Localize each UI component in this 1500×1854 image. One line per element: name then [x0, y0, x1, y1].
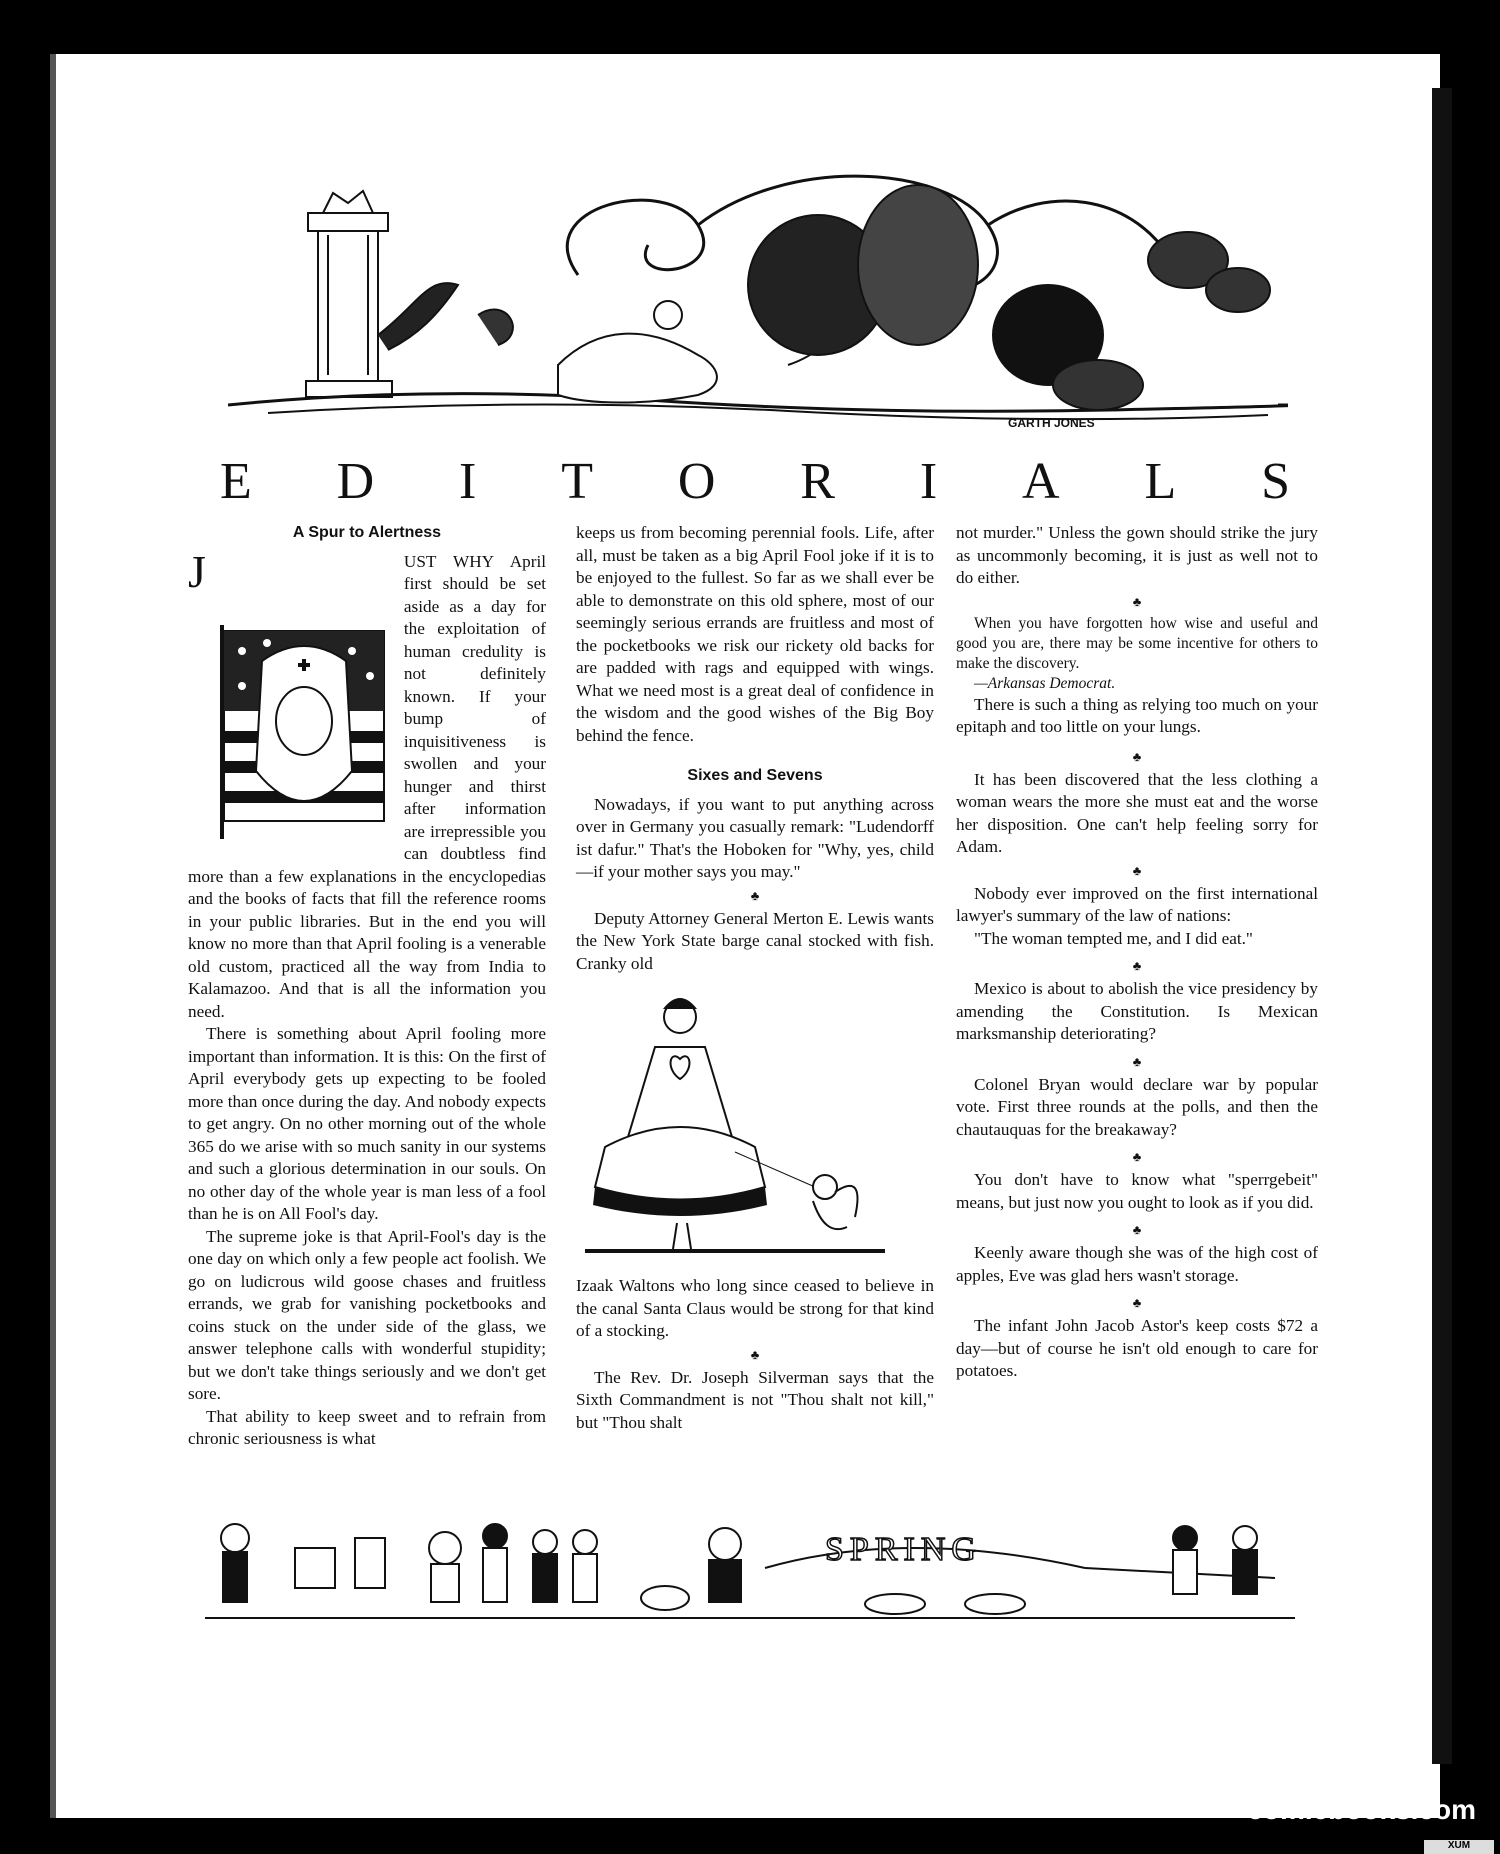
paragraph: Izaak Waltons who long since ceased to believe in the canal Santa Claus would be strong for that kind of a stocking. [576, 1276, 934, 1340]
page-edge-shadow [50, 54, 56, 1818]
binding-gutter [1432, 88, 1452, 1764]
paragraph: not murder." Unless the gown should strike the jury as uncommonly becoming, it is just as well not to do either. [956, 523, 1318, 587]
editorial-column-3 [956, 522, 1318, 1383]
title-letter: R [800, 453, 835, 510]
paragraph: Keenly aware though she was of the high cost of apples, Eve was glad hers wasn't storage. [956, 1243, 1318, 1285]
title-letter: T [561, 453, 593, 510]
corner-tag: XUM [1424, 1840, 1494, 1854]
section-heading: Sixes and Sevens [687, 767, 823, 784]
paragraph: Deputy Attorney General Merton E. Lewis wants the New York State barge canal stocked with fish. Cranky old [576, 908, 934, 973]
paragraph: The supreme joke is that April-Fool's day is the one day on which only a few people act foolish. We go on ludicrous wild goose chases and fruitless errands, we grab for vanishing pocketbooks and coins stuck on the under side of the glass, we answer telephone calls with wonderful stupidity; but we don't take things seriously and we don't get sore. [188, 1226, 546, 1403]
artist-signature: GARTH JONES [1008, 416, 1095, 430]
paragraph: Mexico is about to abolish the vice presidency by amending the Constitution. Is Mexican marksmanship deteriorating? [956, 979, 1318, 1043]
section-heading: A Spur to Alertness [292, 524, 442, 541]
club-ornament-icon: ♣ [1132, 1149, 1142, 1164]
club-ornament-icon: ♣ [1132, 1295, 1142, 1310]
paragraph: keeps us from becoming perennial fools. Life, after all, must be taken as a big April Fool joke if it is to be enjoyed to the fullest. So far as we shall ever be able to demonstrate on this old sphere, most of our seemingly serious errands are fruitless and most of the pocketbooks we risk our rickety old backs for are padded with rags and equipped with wings. What we need most is a great deal of confidence in the wisdom and the good wishes of the Big Boy behind the fence. [576, 523, 934, 745]
club-ornament-icon: ♣ [1132, 748, 1142, 764]
paragraph: Colonel Bryan would declare war by popular vote. First three rounds at the polls, and then the chautauquas for the breakaway? [956, 1074, 1318, 1139]
quoted-paragraph: When you have forgotten how wise and useful and good you are, there may be some incentive for others to make the discovery. [956, 614, 1318, 672]
editorial-column-2 [576, 522, 934, 1434]
paragraph: You don't have to know what "sperrgebeit" means, but just now you ought to look as if you did. [956, 1170, 1318, 1212]
paragraph: Nobody ever improved on the first international lawyer's summary of the law of nations: [956, 883, 1318, 925]
paragraph: That ability to keep sweet and to refrain from chronic seriousness is what [188, 1406, 546, 1448]
paragraph: There is such a thing as relying too much on your epitaph and too little on your lungs. [956, 694, 1318, 736]
nurse-flag-illustration [212, 621, 392, 843]
club-ornament-icon: ♣ [1132, 862, 1142, 878]
title-letter: I [919, 453, 938, 510]
title-letter: I [459, 453, 477, 510]
club-ornament-icon: ♣ [1132, 1053, 1142, 1069]
page-title [220, 452, 1290, 511]
editorial-column-1 [188, 522, 546, 1451]
club-ornament-icon: ♣ [1132, 958, 1142, 973]
club-ornament-icon: ♣ [750, 1346, 760, 1362]
lady-with-cupid-illustration [585, 987, 925, 1267]
title-letter: O [677, 453, 716, 510]
paragraph: "The woman tempted me, and I did eat." [974, 928, 1253, 948]
paragraph: J UST WHY April first should be set aside as a day for the exploitation of human credulity is not definitely known. If your bump of inquisitiveness is swollen and your hunger and thirst after information are irrepressible you can doubtless find more than a few explanations in the encyclopedias and the books of facts that fill the reference rooms in your public libraries. But in the end you will know no more than that April fooling is a venerable old custom, practiced all the way from India to Kalamazoo. And that is all the information you need. [188, 545, 546, 1021]
paragraph: It has been discovered that the less clothing a woman wears the more she must eat and the worse her disposition. One can't help feeling sorry for Adam. [956, 769, 1318, 856]
title-letter: D [336, 453, 375, 510]
banner-text: SPRING [825, 1531, 982, 1568]
title-letter: S [1261, 453, 1290, 510]
footer-cartoon-banner [205, 1508, 1295, 1638]
club-ornament-icon: ♣ [1132, 593, 1142, 609]
club-ornament-icon: ♣ [750, 887, 760, 903]
header-illustration [228, 165, 1288, 455]
paragraph: Nowadays, if you want to put anything across over in Germany you casually remark: "Ludendorff ist dafur." That's the Hoboken for "Why, yes, child—if your mother says you may." [576, 794, 934, 881]
club-ornament-icon: ♣ [1132, 1222, 1142, 1237]
paragraph: There is something about April fooling more important than information. It is this: On the first of April everybody gets up expecting to be fooled more than once during the day. And nobody expects to get angry. On no other morning out of the whole 365 do we arise with so much sanity in our systems and such a glorious determination in our souls. On no other day of the whole year is man less of a fool than he is on All Fool's day. [188, 1024, 546, 1223]
watermark-credit: comicbooks.com [1247, 1794, 1476, 1825]
drop-cap: J [188, 545, 206, 597]
paragraph: The infant John Jacob Astor's keep costs $72 a day—but of course he isn't old enough to care for potatoes. [956, 1316, 1318, 1380]
title-letter: E [220, 453, 252, 510]
paragraph: The Rev. Dr. Joseph Silverman says that the Sixth Commandment is not "Thou shalt not kill," but "Thou shalt [576, 1367, 934, 1432]
quote-source: —Arkansas Democrat. [974, 674, 1116, 692]
title-letter: A [1022, 453, 1060, 510]
title-letter: L [1144, 453, 1177, 510]
